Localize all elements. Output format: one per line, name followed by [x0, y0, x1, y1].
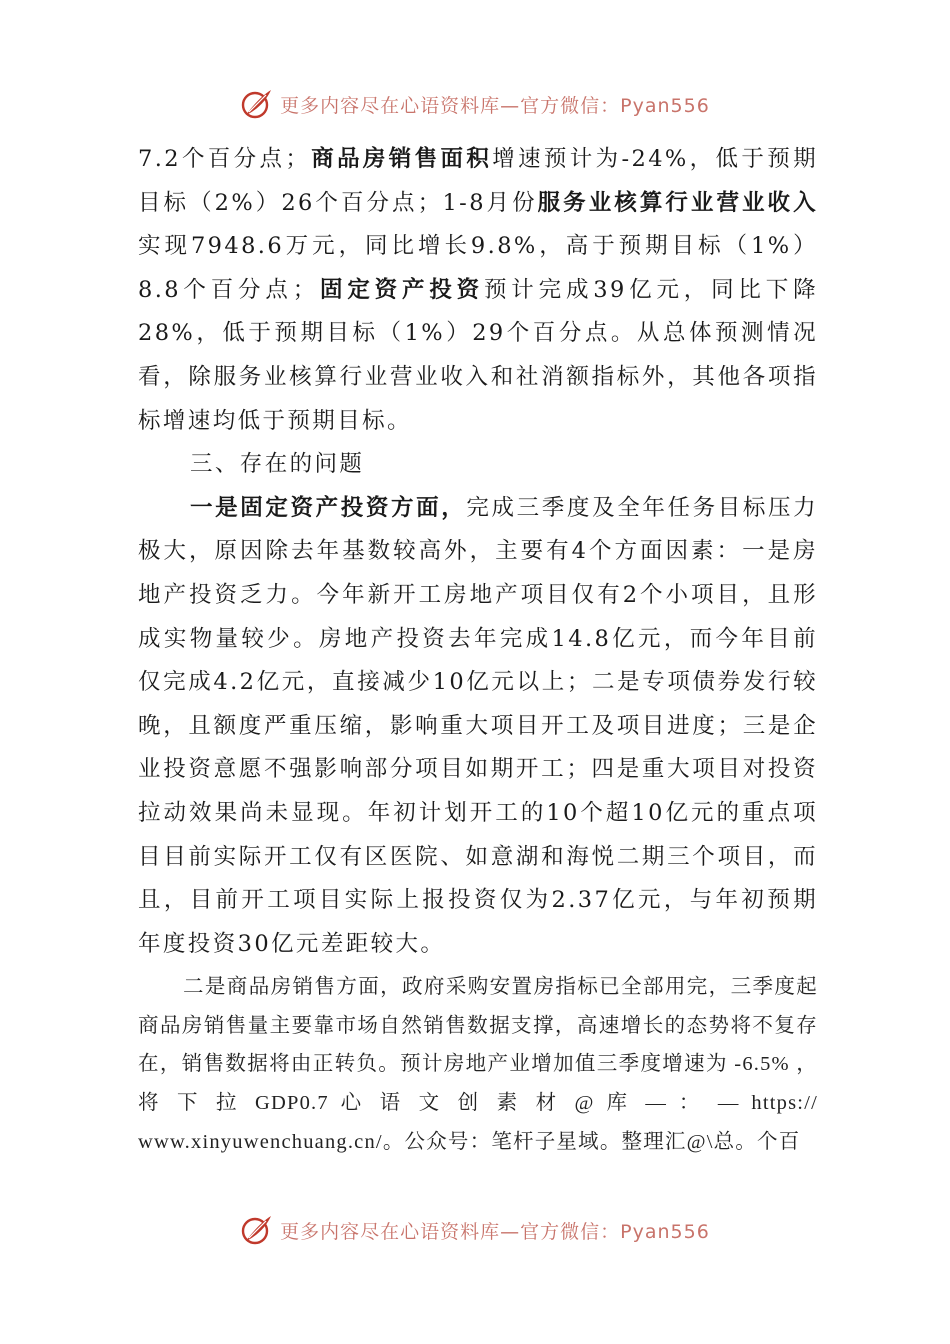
- paragraph-fixed-asset-issues: [138, 487, 818, 967]
- text-run: 完成三季度及全年任务目标压力极大，原因除去年基数较高外，主要有4个方面因素：一是房地产投资乏力。今年新开工房地产项目仅有2个小项目，且形成实物量较少。房地产投资去年完成14.8亿元，而今年目前仅完成4.2亿元，直接减少10亿元以上；二是专项债券发行较晚，且额度严重压缩，影响重大项目开工及项目进度；三是企业投资意愿不强影响部分项目如期开工；四是重大项目对投资拉动效果尚未显现。年初计划开工的10个超10亿元的重点项目目前实际开工仅有区医院、如意湖和海悦二期三个项目，而且，目前开工项目实际上报投资仅为2.37亿元，与年初预期年度投资30亿元差距较大。: [138, 494, 818, 957]
- section-heading: 三、存在的问题: [190, 451, 365, 478]
- text-run: 实现7948.6万元，同比增长9.8%，高于预期目标（1%）8.8个百分点；: [138, 233, 818, 303]
- watermark-text: 更多内容尽在心语资料库—官方微信：Pyan556: [280, 1220, 710, 1243]
- text-run: 增速预计为-24%，低于预期目标（2%）26个百分点；1-8月份: [138, 146, 818, 216]
- paragraph-housing-sales-issues: 二是商品房销售方面，政府采购安置房指标已全部用完，三季度起商品房销售量主要靠市场自然销售数据支撑，高速增长的态势将不复存在，销售数据将由正转负。预计房地产业增加值三季度增速为 -6.5% ， 将 下 拉 GDP0.7 心 语 文 创 素 材 @ 库 — ： — https:// www.xinyuwenchuang.cn/。公众号：笔杆子星域。整理汇@\总。个百: [138, 976, 818, 1153]
- bold-lead-in: 一是固定资产投资方面，: [190, 494, 467, 521]
- feather-pen-logo-icon: [240, 1213, 274, 1247]
- feather-pen-logo-icon: [240, 87, 274, 121]
- bold-term-fixed-asset-investment: 固定资产投资: [317, 276, 484, 303]
- document-body: [138, 138, 818, 1161]
- bold-term-housing-sales-area: 商品房销售面积: [310, 146, 493, 172]
- paragraph-indicators: [138, 138, 818, 443]
- text-run: 预计完成39亿元，同比下降28%，低于预期目标（1%）29个百分点。从总体预测情况看，除服务业核算行业营业收入和社消额指标外，其他各项指标增速均低于预期目标。: [138, 276, 818, 434]
- bold-term-service-revenue: 服务业核算行业营业收入: [537, 189, 818, 216]
- footer-watermark: [0, 1210, 950, 1250]
- header-watermark: [0, 84, 950, 124]
- watermark-text: 更多内容尽在心语资料库—官方微信：Pyan556: [280, 94, 710, 117]
- text-run: 7.2个百分点；: [138, 146, 311, 172]
